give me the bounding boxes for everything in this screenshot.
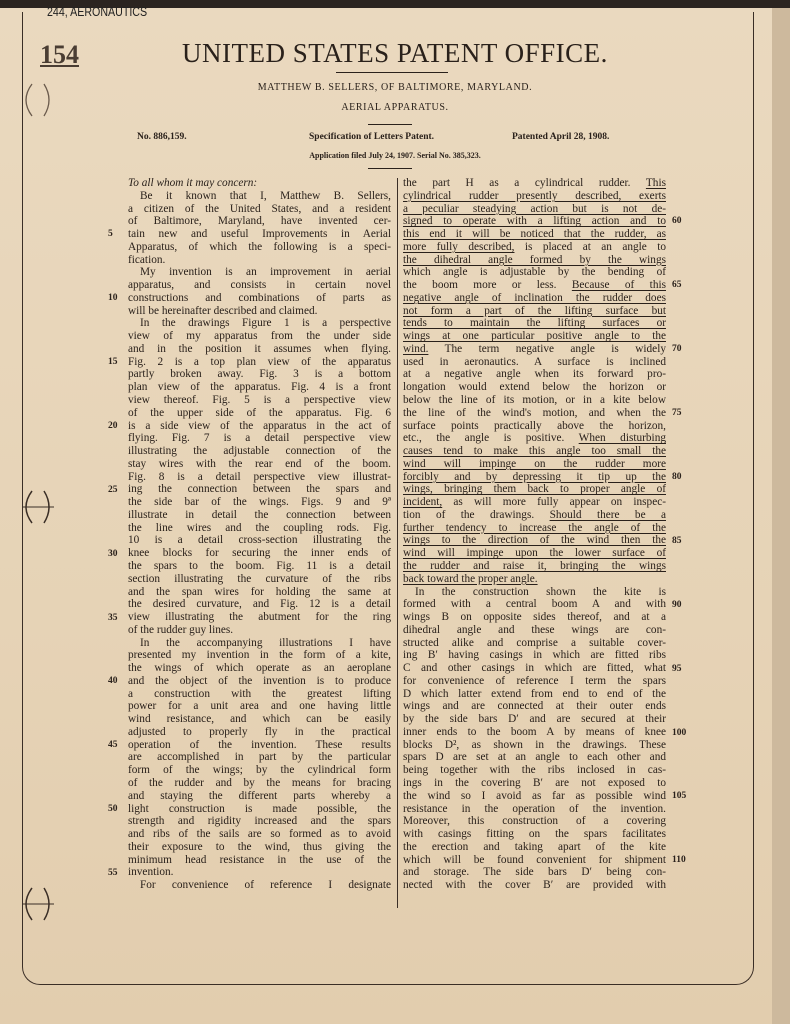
text-line	[128, 726, 391, 739]
text-line	[128, 522, 391, 535]
text-segment: The term negative angle is widely	[428, 342, 666, 355]
text-segment: invention.	[128, 866, 174, 879]
text-line	[403, 751, 666, 764]
underlined-text: wind will impinge upon the lower surface of	[403, 547, 666, 560]
text-segment: light construction is made possible, the	[128, 802, 391, 815]
text-segment: spars D are set at an angle to each other and	[403, 751, 666, 764]
text-segment: view thereof. Fig. 5 is a perspective view	[128, 394, 391, 407]
text-line	[403, 700, 666, 713]
text-segment: D which latter extend from end to end of the	[403, 687, 666, 700]
text-line	[403, 356, 666, 369]
text-segment: In the accompanying illustrations I have	[140, 636, 391, 649]
text-line	[128, 228, 391, 241]
text-line	[403, 228, 666, 241]
text-line	[403, 279, 666, 292]
text-line	[403, 790, 666, 803]
text-segment: resistance in the operation of the invention.	[403, 802, 666, 815]
text-segment: the boom more or less.	[403, 279, 572, 292]
text-line	[403, 509, 666, 522]
text-segment: tion of the drawings.	[403, 508, 550, 521]
text-segment: is placed at an angle to	[514, 240, 667, 253]
text-segment: To all whom it may concern:	[128, 177, 258, 189]
binding-hole-mark	[18, 884, 58, 924]
text-segment: knee blocks for securing the inner ends of	[128, 547, 391, 560]
line-number: 70	[672, 344, 682, 355]
text-segment: by the side bars D′ and are secured at their	[403, 713, 666, 726]
text-segment: etc., the angle is positive.	[403, 432, 579, 445]
text-segment: the erection and taking apart of the kite	[403, 840, 666, 853]
text-segment: a construction with the greatest lifting	[128, 687, 391, 700]
text-line	[128, 586, 391, 599]
text-segment: of the upper side of the apparatus. Fig. 6	[128, 406, 391, 419]
text-segment: below the line of its motion, or in a kite below	[403, 394, 666, 407]
text-segment: illustrating the adjustable connection of the	[128, 445, 391, 458]
line-number: 65	[672, 280, 682, 291]
text-line	[128, 241, 391, 254]
text-segment: ing the connection between the spars and	[128, 483, 391, 496]
text-line	[403, 586, 666, 599]
line-number: 15	[108, 356, 118, 367]
text-line	[128, 764, 391, 777]
underlined-text: When disturbing	[578, 432, 666, 445]
text-line	[128, 330, 391, 343]
text-line	[403, 305, 666, 318]
page-number: 154	[40, 40, 79, 69]
text-line	[403, 534, 666, 547]
line-number: 100	[672, 727, 687, 738]
text-segment: For convenience of reference I designate	[140, 879, 391, 892]
line-number: 110	[672, 855, 686, 866]
text-line	[403, 241, 666, 254]
text-line	[403, 841, 666, 854]
text-line	[403, 407, 666, 420]
text-line	[403, 177, 666, 190]
inventor-line: MATTHEW B. SELLERS, OF BALTIMORE, MARYLAND.	[257, 82, 533, 93]
text-line	[128, 458, 391, 471]
text-segment: and in the position it assumes when flying.	[128, 342, 391, 355]
text-line	[128, 777, 391, 790]
text-segment: In the construction shown the kite is	[415, 585, 666, 598]
text-segment: and ribs of the sails are so formed as to avoid	[128, 828, 391, 841]
text-segment: tain new and useful Improvements in Aerial	[128, 228, 391, 241]
patent-subject: AERIAL APPARATUS.	[341, 102, 449, 113]
text-line	[403, 573, 666, 586]
text-segment: blocks D², as shown in the drawings. These	[403, 738, 666, 751]
page-edge	[772, 8, 790, 1024]
text-line	[128, 700, 391, 713]
underlined-text: the rudder and raise it, bringing the wings	[403, 559, 666, 572]
underlined-text: Because of this	[571, 279, 666, 292]
text-line	[128, 190, 391, 203]
collection-stamp: 244, AERONAUTICS	[47, 4, 148, 19]
text-line	[128, 254, 391, 267]
text-segment: minimum head resistance in the use of the	[128, 853, 391, 866]
subject-rule	[368, 124, 412, 125]
text-line	[403, 611, 666, 624]
text-line	[128, 751, 391, 764]
text-line	[128, 573, 391, 586]
text-segment: which will be found convenient for shipment	[403, 853, 666, 866]
text-segment: the part H as a cylindrical rudder.	[403, 177, 646, 189]
text-line	[128, 534, 391, 547]
text-line	[128, 675, 391, 688]
text-line	[128, 317, 391, 330]
text-segment: ings in the covering B′ are not exposed to	[403, 776, 666, 789]
text-line	[403, 445, 666, 458]
text-line	[403, 624, 666, 637]
text-segment: wind resistance, and which can be easily	[128, 713, 391, 726]
text-line	[128, 407, 391, 420]
text-line	[403, 866, 666, 879]
text-segment: of the rudder guy lines.	[128, 623, 234, 636]
underlined-text: wings to the direction of the wind then the	[403, 534, 666, 547]
text-line	[128, 279, 391, 292]
text-line	[403, 190, 666, 203]
text-segment: Be it known that I, Matthew B. Sellers,	[140, 189, 391, 202]
text-segment: and staying the different parts whereby a	[128, 789, 391, 802]
underlined-text: This	[645, 177, 666, 189]
text-segment: the side bar of the wings. Figs. 9 and 9ª	[128, 496, 391, 509]
text-line	[403, 381, 666, 394]
text-segment: apparatus, and consists in certain novel	[128, 279, 391, 292]
text-segment: surface points practically above the horizon,	[403, 419, 666, 432]
text-line	[403, 471, 666, 484]
text-line	[403, 713, 666, 726]
text-line	[403, 828, 666, 841]
text-segment: view of my apparatus from the under side	[128, 330, 391, 343]
text-segment: ing B′ having casings in which are fitted ribs	[403, 649, 666, 662]
text-line	[403, 317, 666, 330]
text-line	[128, 483, 391, 496]
underlined-text: further tendency to increase the angle of the	[403, 521, 666, 534]
text-line	[403, 662, 666, 675]
text-segment: nected with the cover B′ are provided with	[403, 879, 666, 892]
line-number: 95	[672, 663, 682, 674]
line-number: 90	[672, 599, 682, 610]
text-line	[403, 726, 666, 739]
text-line	[128, 381, 391, 394]
text-line	[128, 611, 391, 624]
text-line	[403, 803, 666, 816]
text-segment: illustrate in detail the connection between	[128, 508, 391, 521]
text-segment: presented my invention in the form of a kite,	[128, 649, 391, 662]
binding-hole-mark	[18, 80, 58, 120]
underlined-text: Should there be a	[549, 508, 666, 521]
text-segment: with casings fitting on the spars facilitates	[403, 828, 666, 841]
text-segment: and the object of the invention is to produce	[128, 674, 391, 687]
text-line	[128, 598, 391, 611]
text-line	[403, 368, 666, 381]
text-segment: and storage. The side bars D′ being con-	[403, 866, 666, 879]
text-line	[128, 841, 391, 854]
underlined-text: more fully described,	[403, 240, 515, 253]
text-line	[403, 420, 666, 433]
line-number: 35	[108, 612, 118, 623]
text-segment: constructions and combinations of parts as	[128, 291, 391, 304]
text-line	[403, 854, 666, 867]
underlined-text: wings, bringing them back to proper angle of	[403, 483, 666, 496]
text-line	[128, 713, 391, 726]
text-line	[403, 458, 666, 471]
text-line	[403, 675, 666, 688]
patent-number: No. 886,159.	[137, 132, 187, 142]
text-line	[403, 203, 666, 216]
text-segment: formed with a central boom A and with	[403, 598, 666, 611]
underlined-text: causes tend to make this angle too small the	[403, 445, 666, 458]
text-line	[128, 739, 391, 752]
title-rule	[336, 72, 448, 73]
text-segment: plan view of the apparatus. Fig. 4 is a front	[128, 381, 391, 394]
line-number: 25	[108, 484, 118, 495]
text-line	[403, 598, 666, 611]
line-number: 75	[672, 408, 682, 419]
line-number: 10	[108, 293, 118, 304]
text-line	[128, 688, 391, 701]
text-line	[403, 330, 666, 343]
right-column	[403, 177, 666, 892]
underlined-text: wind.	[403, 342, 429, 355]
text-line	[128, 866, 391, 879]
text-line	[128, 649, 391, 662]
text-segment: form of the wings; by the cylindrical form	[128, 764, 391, 777]
text-line	[403, 432, 666, 445]
text-line	[128, 662, 391, 675]
text-line	[403, 688, 666, 701]
text-segment: of Baltimore, Maryland, have invented cer-	[128, 215, 391, 228]
text-line	[128, 177, 391, 190]
underlined-text: this end it will be noticed that the rudder, as	[403, 228, 666, 241]
text-line	[128, 215, 391, 228]
text-line	[403, 547, 666, 560]
line-number: 30	[108, 548, 118, 559]
text-segment: being together with the ribs inclosed in cas-	[403, 764, 666, 777]
text-segment: Fig. 2 is a top plan view of the apparatus	[128, 355, 391, 368]
text-line	[128, 560, 391, 573]
line-number: 5	[108, 229, 113, 240]
text-line	[128, 790, 391, 803]
text-segment: strength and rigidity increased and the spars	[128, 815, 391, 828]
text-line	[403, 483, 666, 496]
column-divider	[397, 178, 398, 908]
text-line	[403, 394, 666, 407]
text-segment: partly broken away. Fig. 3 is a bottom	[128, 368, 391, 381]
text-line	[128, 432, 391, 445]
underlined-text: cylindrical rudder presently described, exerts	[403, 189, 666, 202]
text-segment: section illustrating the curvature of the ribs	[128, 572, 391, 585]
line-number: 105	[672, 791, 687, 802]
text-line	[128, 828, 391, 841]
underlined-text: back toward the proper angle.	[403, 572, 538, 585]
underlined-text: wind will impinge on the rudder more	[403, 457, 666, 470]
binding-hole-mark	[18, 487, 58, 527]
text-line	[128, 420, 391, 433]
text-segment: view illustrating the abutment for the ring	[128, 611, 391, 624]
underlined-text: not form a part of the lifting surface but	[403, 304, 666, 317]
underlined-text: the dihedral angle formed by the wings	[403, 253, 666, 266]
text-line	[128, 471, 391, 484]
text-segment: will be hereinafter described and claimed.	[128, 304, 318, 317]
text-segment: which angle is adjustable by the bending of	[403, 266, 666, 279]
text-segment: 10 is a detail cross-section illustrating the	[128, 534, 391, 547]
text-segment: inner ends to the boom A by means of knee	[403, 725, 666, 738]
text-line	[128, 305, 391, 318]
text-line	[403, 777, 666, 790]
line-number: 60	[672, 216, 682, 227]
line-number: 80	[672, 471, 682, 482]
text-line	[128, 368, 391, 381]
text-line	[403, 764, 666, 777]
text-line	[128, 445, 391, 458]
text-segment: are accomplished in part by the particular	[128, 751, 391, 764]
text-segment: the wind so I avoid as far as possible wind	[403, 789, 666, 802]
text-segment: the line wires and the coupling rods. Fig.	[128, 521, 391, 534]
left-column	[128, 177, 391, 892]
text-segment: longation would extend below the horizon or	[403, 381, 666, 394]
text-segment: used in aeronautics. A surface is inclined	[403, 355, 666, 368]
text-line	[403, 292, 666, 305]
text-line	[128, 394, 391, 407]
text-line	[403, 522, 666, 535]
text-segment: power for a unit area and one having little	[128, 700, 391, 713]
text-segment: wings B on opposite sides thereof, and at a	[403, 611, 666, 624]
text-segment: Apparatus, of which the following is a speci-	[128, 240, 391, 253]
text-segment: In the drawings Figure 1 is a perspective	[140, 317, 391, 330]
specification-label: Specification of Letters Patent.	[309, 132, 435, 142]
text-line	[403, 343, 666, 356]
text-line	[128, 815, 391, 828]
underlined-text: signed to operate with a lifting action and to	[403, 215, 666, 228]
text-segment: My invention is an improvement in aerial	[140, 266, 391, 279]
application-line: Application filed July 24, 1907. Serial No. 385,323.	[309, 151, 481, 160]
text-segment: as will more fully appear on inspec-	[442, 496, 666, 509]
text-line	[403, 266, 666, 279]
underlined-text: a peculiar steadying action but is not de-	[403, 202, 666, 215]
text-segment: the desired curvature, and Fig. 12 is a detail	[128, 598, 391, 611]
text-segment: C and other casings in which are fitted, what	[403, 662, 666, 675]
line-number: 20	[108, 420, 118, 431]
text-line	[128, 356, 391, 369]
text-segment: a citizen of the United States, and a resident	[128, 202, 391, 215]
line-number: 50	[108, 804, 118, 815]
text-segment: the wings of which operate as an aeroplane	[128, 662, 391, 675]
text-line	[403, 815, 666, 828]
text-line	[128, 879, 391, 892]
underlined-text: incident,	[403, 496, 443, 509]
text-line	[128, 496, 391, 509]
text-segment: of the rudder and by the means for bracing	[128, 776, 391, 789]
text-segment: stay wires with the rear end of the boom.	[128, 457, 391, 470]
text-line	[128, 803, 391, 816]
text-segment: the spars to the boom. Fig. 11 is a detail	[128, 559, 391, 572]
text-line	[128, 547, 391, 560]
text-line	[128, 854, 391, 867]
line-number: 45	[108, 740, 118, 751]
patent-date: Patented April 28, 1908.	[512, 132, 610, 142]
line-number: 40	[108, 676, 118, 687]
text-segment: Moreover, this construction of a covering	[403, 815, 666, 828]
office-title: UNITED STATES PATENT OFFICE.	[182, 38, 608, 68]
text-line	[403, 254, 666, 267]
underlined-text: forcibly and by depressing it tip up the	[403, 470, 666, 483]
text-line	[128, 292, 391, 305]
text-segment: is a side view of the apparatus in the act of	[128, 419, 391, 432]
text-segment: and the span wires for holding the same at	[128, 585, 391, 598]
text-line	[403, 496, 666, 509]
line-number: 85	[672, 535, 682, 546]
underlined-text: negative angle of inclination the rudder does	[403, 291, 666, 304]
underlined-text: wings at one particular positive angle to the	[403, 330, 666, 343]
text-line	[128, 203, 391, 216]
text-segment: for convenience of reference I term the spars	[403, 674, 666, 687]
text-segment: flying. Fig. 7 is a detail perspective view	[128, 432, 391, 445]
text-segment: wings and are connected at their outer ends	[403, 700, 666, 713]
text-segment: Fig. 8 is a detail perspective view illustrat-	[128, 470, 391, 483]
text-line	[128, 637, 391, 650]
header-rule	[368, 168, 412, 169]
text-line	[403, 879, 666, 892]
text-line	[128, 266, 391, 279]
line-number: 55	[108, 868, 118, 879]
text-line	[403, 215, 666, 228]
text-line	[128, 343, 391, 356]
text-segment: operation of the invention. These results	[128, 738, 391, 751]
text-segment: fication.	[128, 253, 166, 266]
text-segment: adjusted to properly fly in the practical	[128, 725, 391, 738]
text-line	[128, 509, 391, 522]
text-segment: their exposure to the wind, thus giving the	[128, 840, 391, 853]
text-segment: structed alike and comprise a suitable cover-	[403, 636, 666, 649]
text-line	[403, 649, 666, 662]
text-line	[403, 637, 666, 650]
text-line	[403, 739, 666, 752]
underlined-text: tends to maintain the lifting surfaces or	[403, 317, 666, 330]
text-segment: dihedral angle and these wings are con-	[403, 623, 666, 636]
text-line	[128, 624, 391, 637]
text-line	[403, 560, 666, 573]
text-segment: at a negative angle when its forward pro-	[403, 368, 666, 381]
text-segment: the line of the wind's motion, and when the	[403, 406, 666, 419]
